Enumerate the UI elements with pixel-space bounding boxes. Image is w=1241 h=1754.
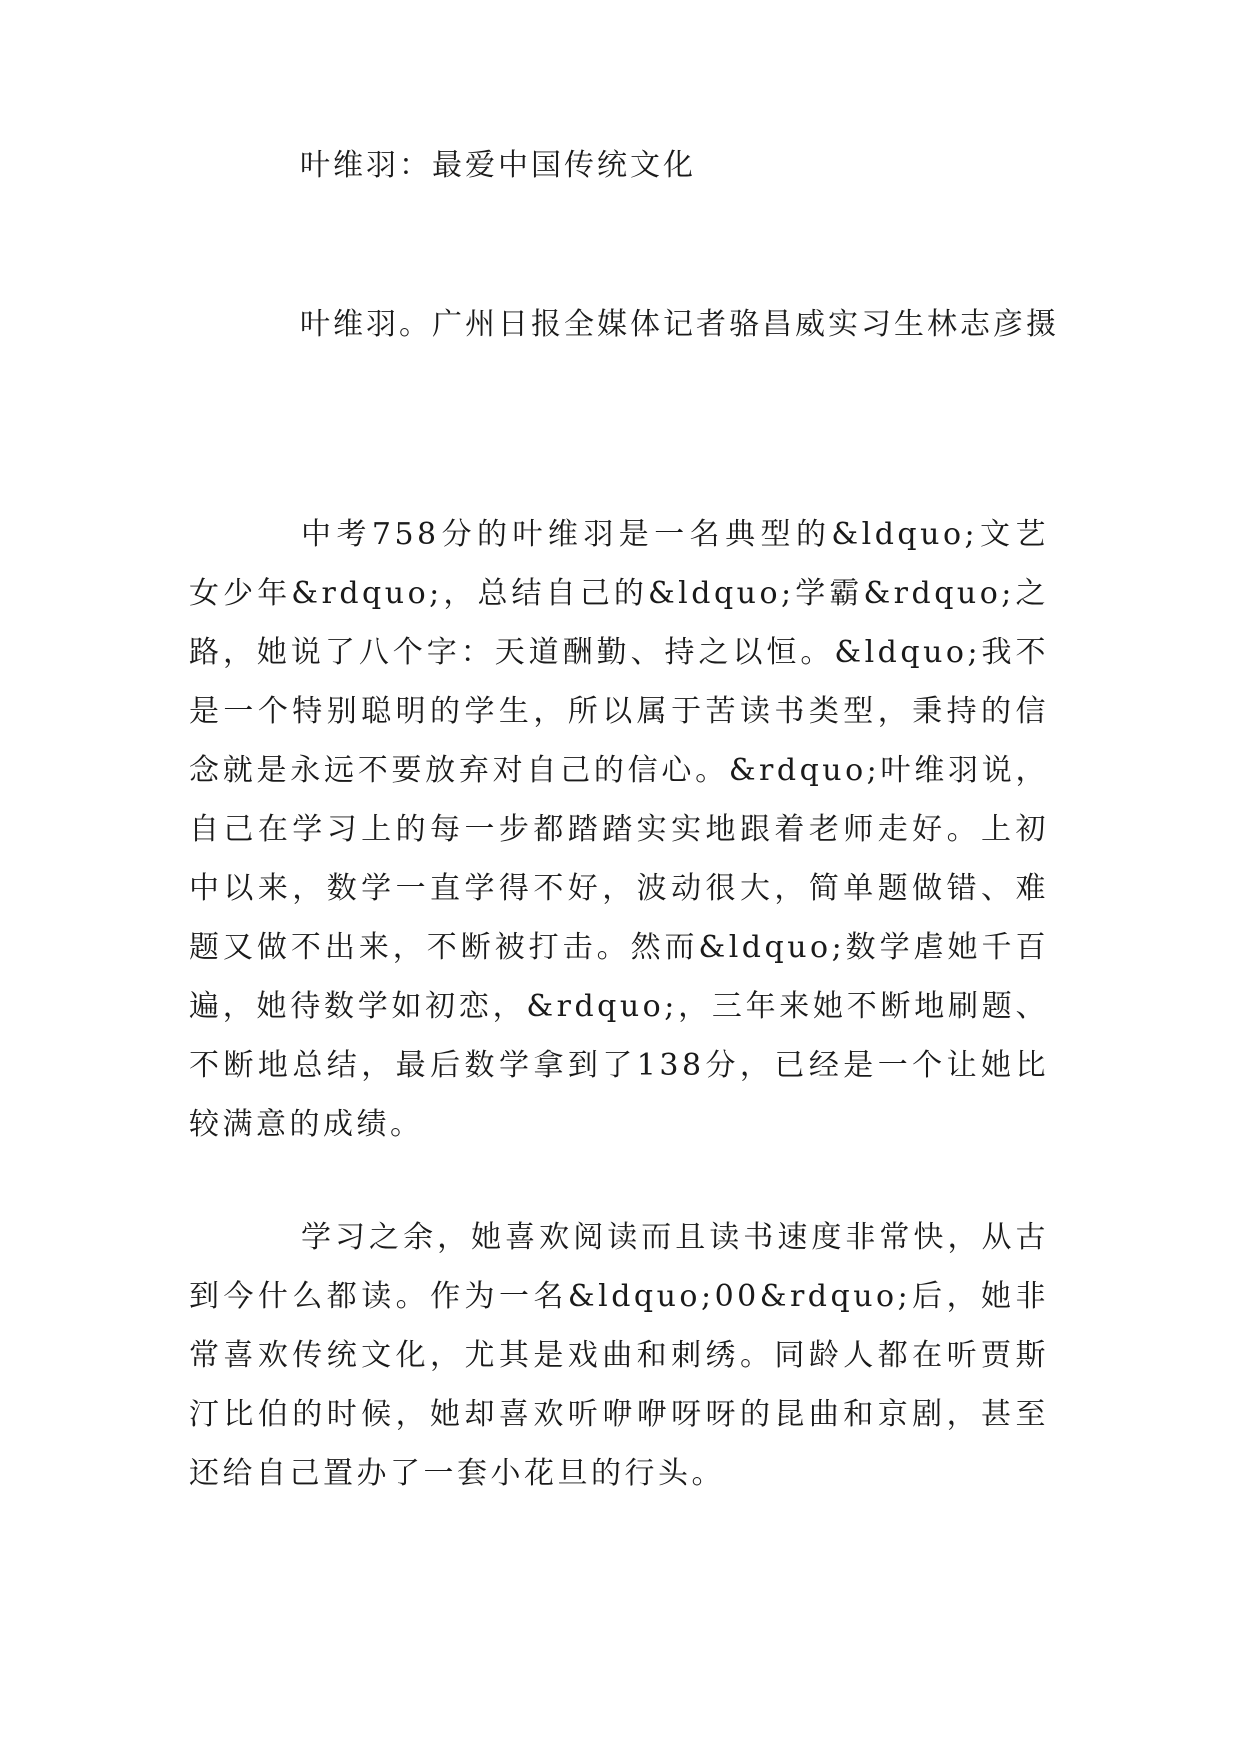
photo-caption: 叶维羽。广州日报全媒体记者骆昌威实习生林志彦摄 — [300, 307, 1059, 342]
article-title: 叶维羽：最爱中国传统文化 — [300, 148, 696, 183]
paragraph-2: 学习之余，她喜欢阅读而且读书速度非常快，从古到今什么都读。作为一名&ldquo;00&rdquo;后，她非常喜欢传统文化，尤其是戏曲和刺绣。同龄人都在听贾斯汀比伯的时候，她却喜欢听咿咿呀呀的昆曲和京剧，甚至还给自己置办了一套小花旦的行头。 — [189, 1220, 1049, 1491]
paragraph-1: 中考758分的叶维羽是一名典型的&ldquo;文艺女少年&rdquo;，总结自己的&ldquo;学霸&rdquo;之路，她说了八个字：天道酬勤、持之以恒。&ldquo;我不是一个特别聪明的学生，所以属于苦读书类型，秉持的信念就是永远不要放弃对自己的信心。&rdquo;叶维羽说，自己在学习上的每一步都踏踏实实地跟着老师走好。上初中以来，数学一直学得不好，波动很大，简单题做错、难题又做不出来，不断被打击。然而&ldquo;数学虐她千百遍，她待数学如初恋，&rdquo;，三年来她不断地刷题、不断地总结，最后数学拿到了138分，已经是一个让她比较满意的成绩。 — [189, 517, 1049, 1142]
